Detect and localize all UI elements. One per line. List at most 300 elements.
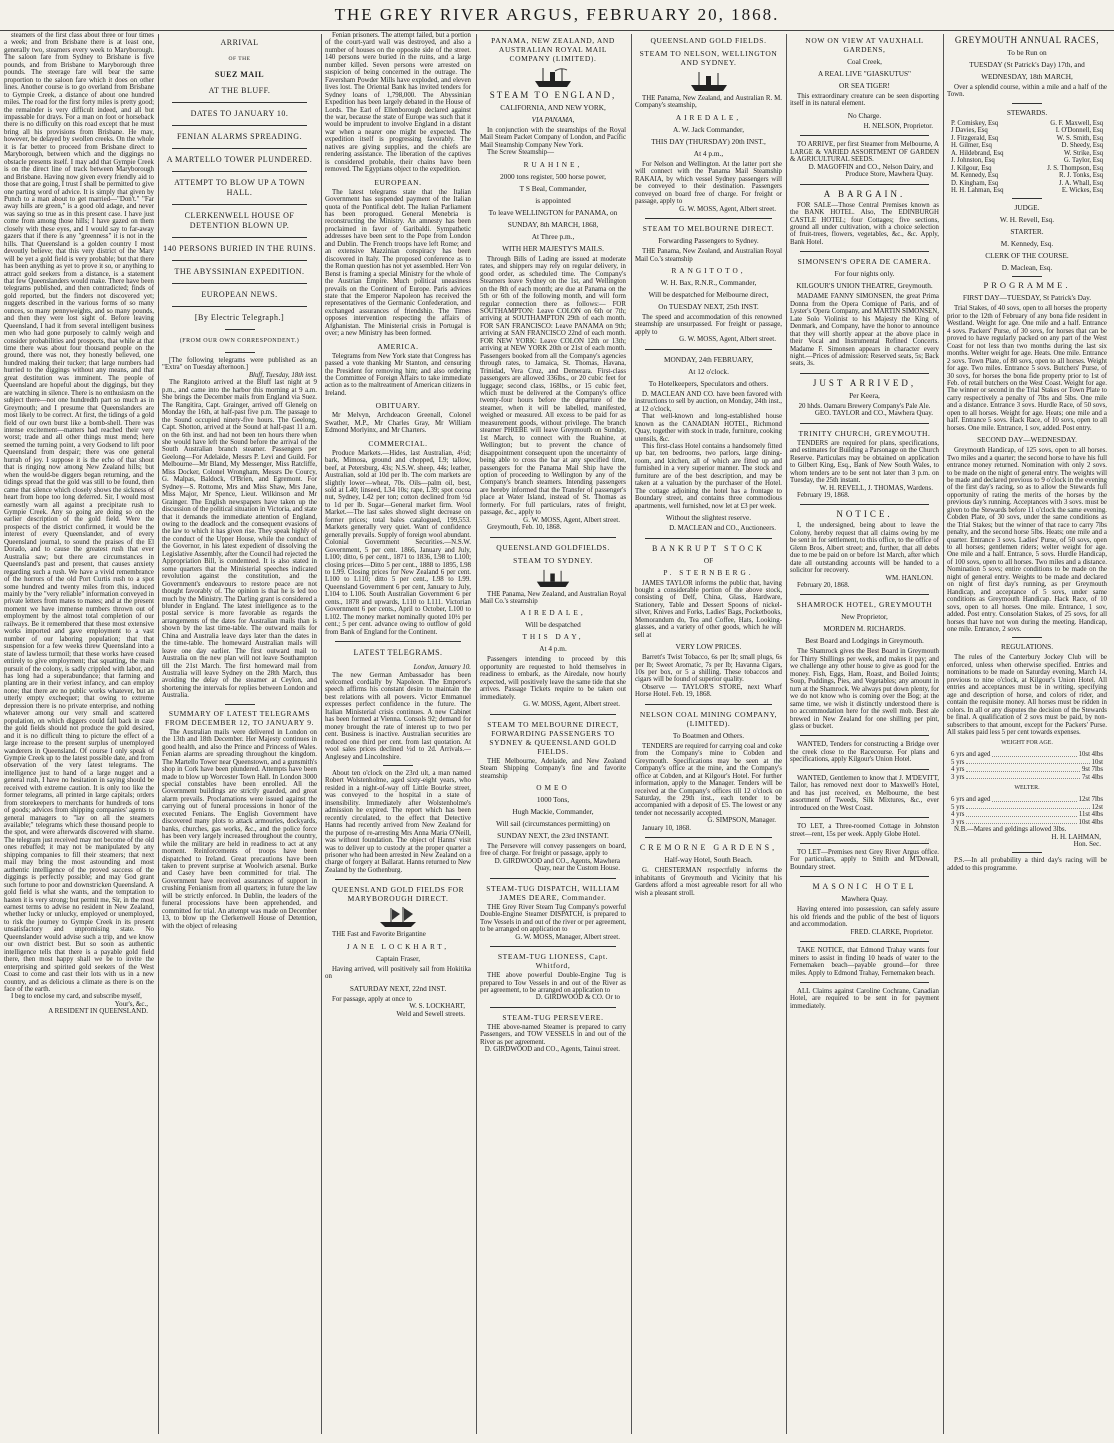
ad-text: To be Run on — [1007, 48, 1047, 57]
ad-date: TUESDAY (St Patrick's Day) 17th, and — [969, 60, 1085, 69]
ad-text: THE Panama, New Zealand, and Australian R. M. Company's steamship, — [635, 95, 782, 110]
divider — [172, 204, 307, 205]
ad-heading: MASONIC HOTEL — [812, 882, 917, 892]
ad-captain: Captain Fraser, — [375, 953, 421, 963]
letter-body: steamers of the first class about three or four times a week; and from Brisbane there is at least one, generally two, steamers every week to Maryborough. The saloon fare from Sydney to Brisbane is five pounds, and from Brisbane to Maryborough three pounds. The steerage fare will bear the same proportion to the saloon fare which it does on other lines. Another course is to go overland from Brisbane to Gympie Creek, a distance of about one hundred miles. The road for the first forty miles is pretty good; the remainder is very difficult indeed, and all but impassable for drays. For a man on foot or horseback there is no difficulty on this road except that he must bring all his provisions from Brisbane. He may, however, be delayed by swollen creeks. On the whole it is far better to proceed from Brisbane direct to Maryborough, between which and the diggings no obstacle presents itself. I may add that Gympie Creek is on the direct line of track between Maryborough and Brisbane. Having now given every friendly aid to those that are going, I trust I shall be permitted to give one parting word of advice. It is simply that given by Punch to a man about to get married—"Don't." "Far away hills are green," is a good old adage, and never was saying so true as in this present case. I have just come from among those hills; I have gazed on them closely with these eyes, and I would say to far-away gazers that if there is any "greenness" it is not in the hills. That Queensland is a golden country I most devoutly believe; that this very district of the Mary will be yet a gold field is very probable; but that there has been anything as yet to prove it so, or anything to attract gold seekers from a distance, is a statement that few Queenslanders would make. There have been telegrams published, and then contradicted; finds of gold reported, but the finders not discovered yet; nuggets described in the various forms of so many ounces, so many pennyweights, and so many pounds, and then they were lost sight of. Before leaving Queensland, I had it from several intelligent business men who had gone purposely to calmly weigh and consider probabilities and prospects, that while at that time there was about four thousand people on the ground, there was not, they honestly believed, one hundred making their tucker; that large numbers had hurried to the diggings without any means, and that great destitution was imminent. The people of Queensland are hopeful about the diggings, but they are watching in silence. There is no enthusiasm on the subject there—not one hundredth part so much as in Greymouth; and I presume that Queenslanders are most likely to be correct. At first, the tidings of a gold field of our own burst like a bomb-shell. There was intense excitement—matters had reached their very worst; trade and all other things must mend; here seemed the turning point, a very Godsend to lift poor Queensland from despair; there was one general hurrah of joy. I suppose it is the echo of that shout that is ringing now among New Zealand hills; but when the would-be diggers began returning, and the tidings spread that the gold was still to be found, then came that silence which closely shows the sickness of heart from hope too long deferred. Sir, I would most earnestly warn all against a precipitate rush to Gympie Creek. Any so going are doing so on the earlier description of the gold field. Were the prospects of the district confirmed, it would be the interest of every Queenslander, and of every Queensland journal, to sound the praises of the El Dorado, and to cause the greatest rush that ever Australia saw; but there are circumstances in Queensland's past and present, that causes anxiety regarding such a rush. We have a vivid remembrance of the horrors of the old Port Curtis rush to a spot some hundred and twenty miles from this, induced mainly by the "very reliable" information conveyed in private letters from mates to mates; and at the present moment we have immense numbers thrown out of employment by the almost total completion of our railways. Be it remembered that these most extensive works imported and gave employment to a vast number of our laboring population; that that suspension for a few weeks threw Queensland into a state of lawless turmoil; that these works have ceased entirely to give employment; that squatting, the main pursuit of the colony, is sadly crippled with labor, and has long had a superabundance; that farming and planting are in their veriest infancy, and can employ none; that there are no public works whatever, but an utterly empty exchequer; that owing to extreme depression there is no private enterprise, and nothing whatever among our very small and scattered population, on which diggers could fall back in case the gold fields should not produce the gold desired, and it is no difficult thing to picture the effect of a large increase to the present surplus of unemployed wanderers in Queensland. Of course I only speak of Gympie Creek up to the latest possible date, and from observation of the very latest telegrams. The intelligence just to hand of a large nugget and a general rush, I have no hesitation in saying should be received with extreme caution. It is only too like the former telegrams, all printed in large capitals; orders from storekeepers to merchants for hundreds of tons of goods; advices from shipping companies' agents to general managers to "lay on all the steamers available;" telegrams which these thousand people to the spot, and were afterwards discovered with shame. The telegram just received may not become of the old ones rebuffed; it may not be manipulated by any shipping companies to fill their steamers; that next mail may bring the most astounding and most authentic intelligence of the proved success of the diggings is perfectly possible; and may God grant such fortune to poor and downstricken Queensland. A gold field is what she wants, and the temptation to hasten it is very strong; but permit me, Sir, in the most earnest terms to advise no resident in New Zealand, whether lucky or unlucky, employed or unemployed, to risk the journey to Gympie Creek in its present unsatisfactory and unpromising state. No Queenslander would advise such a trip, and we know our own district best. But so soon as authentic intelligence tells that there is a payable gold field there, then most happy shall we be to invite the enterprising and spirited gold seekers of the West Coast to come and cast their lots with us in a new country, and as delicious a climate as there is on the face of the earth. — [4, 32, 154, 993]
ad-signature: W. S. LOCKHART, — [409, 1002, 465, 1011]
ad-heading: OR SEA TIGER! — [839, 81, 890, 90]
ad-signature: D. MAGOFFIN and CO., Nelson Dairy, and Produce Store, Mawhera Quay. — [808, 162, 933, 179]
steward-name: H. Gilmer, Esq — [951, 142, 992, 150]
column-5 — [635, 32, 782, 1437]
ship-name: OMEO — [536, 783, 570, 793]
divider — [645, 349, 772, 350]
secretary-name: H. H. LAHMAN, — [1051, 832, 1101, 841]
column-6 — [790, 32, 939, 1437]
ad-body: JAMES TAYLOR informs the public that, having bought a considerable portion of the above stock, consisting of Delf, China, Glass, Hardware, Stationery, Table and Dessert Spoons of nickel-silver, Knives and Forks, Ladies' Bags, Pocketbooks, Memorandum do, Tea and Coffee, Hats, Looking-glasses, and a variety of other goods, which he will sell at — [635, 579, 782, 639]
steward-name: E. Wickes, Esq — [1061, 186, 1103, 194]
letter-yours: Your's, &c., — [114, 999, 148, 1008]
mares-note: N.B.—Mares and geldings allowed 3lbs. — [954, 826, 1067, 834]
weight-age: 4 yrs — [951, 766, 965, 774]
divider — [800, 135, 929, 136]
ad-body: D. MACLEAN AND CO. have been favored with instructions to sell by auction, on Monday, 24th inst., at 12 o'clock, — [635, 390, 782, 413]
ad-time: At 12 o'clock. — [688, 366, 729, 376]
first-day-body: Trial Stakes, of 40 sovs, open to all horses the property prior to the 12th of February of any bona fide resident in Westland. Weight for age. One mile and a half. Entrance 4 sovs. Packers' Purse, of 30 sovs, for horses that can be proved to have regularly packed on any part of the West Coast for not less than two months during the last six months. Welter weight for age. Heats. One mile. Entrance 2 sovs. Town Plate, of 80 sovs, open to all horses. Weight for age. Two miles. Entrance 5 sovs. Butchers' Purse, of 30 sovs, for horses the bona fide property prior to 1st of Feb. of retail butchers on the West Coast. Weight for age. The winner or second in the Trial Stakes or Town Plate to carry respectively a penalty of 7lbs and 5lbs. One mile and a distance. Entrance 3 sovs. Hurdle Race, of 50 sovs, open to all horses. Weight for age. Heats; one mile and a half. Entrance 5 sovs. Hack Race, of 10 sovs, open to all horses. One mile. Entrance, 1 sov, added. Post entry. — [947, 305, 1107, 432]
ad-text: Will sail (circumstances permitting) on — [496, 819, 610, 829]
weight-row — [947, 766, 1107, 773]
ad-body: The Shamrock gives the Best Board in Greymouth for Thirty Shillings per week, and makes it pay; and we challenge any other house to give as good for the money. Fish, Eggs, Ham, Roast, and Boiled Joints; Soup, Puddings, Pies, and Vegetables; any amount in turn at the Shamrock. We always put down plenty, for we do not know who is coming over the Bog; at the same time, we wish it distinctly understood there is no accommodation here for the swell mob. Best ale brewed in New Zealand for one shilling per pint, glass or bucket. — [790, 648, 939, 731]
dot-leader — [966, 766, 1080, 771]
welter-row — [947, 819, 1107, 826]
telegram-note: [The following telegrams were published as an "Extra" on Tuesday afternoon.] — [162, 357, 317, 372]
welter-row — [947, 796, 1107, 803]
regulations-body: The rules of the Canterbury Jockey Club will be enforced, unless when otherwise specified. Entries and nominations to be made on Saturday evening, March 14, previous to nine o'clock, at Kilgour's Union Hotel. All entries and acceptances must be in writing, specifying age and description of horse, and colors of rider, and contain the requisite money. All horses must be ridden in colors. In all or any disputes the decision of the Stewards be final. A qualification of 2 sovs must be paid, by non-subscribers to that amount, except for the Packers' Purse. All stakes paid less 5 per cent towards expenses. — [947, 654, 1107, 736]
section-heading: EUROPEAN. — [374, 177, 422, 187]
ad-heading: TRINITY CHURCH, GREYMOUTH. — [798, 428, 931, 438]
steward-name: J Davies, Esq — [951, 127, 988, 135]
steward-name: W. S. Smith, Esq — [1056, 134, 1103, 142]
weight-age: 3 yrs — [951, 773, 965, 781]
ad-body: 20 hhds. Oamaru Brewery Company's Pale Ale. — [798, 402, 931, 410]
ship-captain: W. H. Bax, R.N.R., Commander, — [660, 277, 757, 287]
ad-signature: G. SIMPSON, Manager. — [707, 816, 776, 825]
ad-body: TENDERS are required for carrying coal and coke from the Company's mine to Cobden and Greymouth. Specifications may be seen at the Company's office at the mine, and the Company's office at Cobden, and at Kilgour's Hotel. For further information, apply to the Manager. Tenders will be received at the Company's offices till 12 o'clock on Saturday, the 29th inst., each tender to be accompanied with a deposit of £5. The lowest or any tender not necessarily accepted. — [635, 742, 782, 817]
ad-text: OF — [703, 555, 714, 565]
divider — [800, 184, 929, 185]
weight-age: 5 yrs — [951, 758, 965, 766]
column-1 — [4, 32, 154, 1437]
regulations-heading: REGULATIONS. — [1000, 642, 1054, 652]
ad-body: G. CHESTERMAN respectfully informs the inhabitants of Greymouth and Vicinity that his Gardens afford a most agreeable resort for all who wish a pleasant stroll. — [635, 867, 782, 897]
ad-heading: P. STERNBERG. — [663, 567, 754, 577]
steward-row — [947, 150, 1107, 157]
ad-time: At 4 p.m., — [693, 148, 724, 158]
ad-body: That well-known and long-established house known as the CANADIAN HOTEL, Richmond Quay, together with stock in trade, furniture, cooking utensils, &c. — [635, 413, 782, 443]
ship-name: AIREDALE, — [675, 112, 742, 122]
steward-name: A. Hildebrand, Esq — [951, 149, 1004, 157]
dot-leader — [966, 759, 1089, 764]
divider — [383, 765, 413, 766]
steward-name: R. J. Tonks, Esq — [1059, 172, 1103, 180]
headline: 140 PERSONS BURIED IN THE RUINS. — [163, 244, 316, 253]
ad-date: MONDAY, 24th FEBRUARY, — [663, 354, 754, 364]
ad-text: No Charge. — [847, 110, 882, 120]
ship-tons: 1000 Tons, — [536, 795, 570, 805]
divider — [490, 537, 616, 538]
ad-body: FOR SALE—Those Central Premises known as the BANK HOTEL. Also, The EDINBURGH CASTLE HOTEL; four Cottages; five sections, ground all under cultivation, with a choice selection of fruit-trees, flowers, vegetables, &c., &c. Apply, Bank Hotel. — [790, 201, 939, 246]
ad-body: TO ARRIVE, per first Steamer from Melbourne, A LARGE & VARIED ASSORTMENT OF GARDEN & AGRICULTURAL SEEDS. — [790, 141, 939, 164]
steward-row — [947, 157, 1107, 164]
ad-signature: D. GIRDWOOD and CO., Agents, Mawhera Quay, near the Custom House. — [494, 856, 620, 873]
postscript: P.S.—In all probability a third day's racing will be added to this programme. — [947, 857, 1107, 872]
ad-body: WANTED, Tenders for constructing a Bridge over the creek close to the Racecourse. For plans and specifications, apply Kilgour's Union Hotel. — [790, 741, 939, 764]
welter-age: 5 yrs — [951, 803, 965, 811]
column-4 — [480, 32, 626, 1437]
column-2 — [162, 32, 317, 1437]
divider — [225, 352, 255, 353]
ad-signature: GEO. TAYLOR and CO., Mawhera Quay. — [814, 409, 933, 418]
european-body: The latest telegrams state that the Italian Government has suspended payment of the Italian quota of the Pontifical debt. The Italian Parliament has been prorogued. General Menebria is reconstructing the Ministry. An amnesty has been proclaimed in favor of Garibaldi. Sympathetic addresses have been sent to the Pope from London and Dublin. The French troops have left Rome; and an extensive Mazzinian conspiracy has been discovered in Italy. The proposed conference as to the Roman question has not yet assembled. Herr Von Benst is framing a special Ministry for the whole of the Austrian Empire. Much political uneasiness prevails on the Continent of Europe. Paris advices state that the Emperor Napoleon has received the representatives of the Germanic Confederation, and exchanged assurances of friendship. The Times opposes intervention respecting the affairs of Afghanistan. The Ministerial crisis in Portugal is over; a new Ministry has been formed. — [325, 188, 471, 338]
steward-row — [947, 172, 1107, 179]
divider — [800, 373, 929, 374]
divider — [1012, 852, 1042, 853]
news-body: The Rangitoto arrived at the Bluff last night at 9 p.m., and came into the harbor this morning at 9 a.m. She brings the December mails from England via Suez. The Rangitira, Capt. Grainger, arrived off Glenelg on Monday the 16th, at half-past five p.m. The passage to the Sound occupied ninety-five hours. The Geelong, Capt. Shotton, arrived at the Sound at half-past 11 a.m. on the 6th inst. and had not been ten hours there when she would have left the Sound before the arrival of the South Australian branch steamer. Passengers per Geelong—For Adelaide, Messrs P. Levi and Guild. For Melbourne—Mr Bland, My Messenger, Miss Ratcliffe, Miss Docker, Colonel Wrongham, Messrs De Courcy, G. Malpas, Baldock, O'Brien, and Egremont. For Sydney—S. Rottome, Mrs and Miss Shaw, Mrs Jane, Miss Major, Mr Spence, Lieut. Wilkinson and Mr Grainger. The English newspapers have taken up the discussion of the political situation in Victoria, and state that it demands the immediate attention of England, owing to the deadlock and the consequent evasions of the law to which it has given rise. They speak highly of the conduct of the Upper House, while the conduct of the Governor, in his latest expedient of dissolving the Legislative Assembly, after the Council had rejected the Appropriation Bill, is condemned. It is also stated in some quarters that the Ministerial speeches indicated revolution against the constitution, and the Government's endeavours to restore peace are not thought favorably of. The opinion is that he is led too much by the Ministry. The Darling grant is considered a blunder in England. The latest intelligence as to the postal service is more favorable as regards the arrangements of the dates for Australian mails than is shown by the last time-table. The outward mails for China and Australia leave days later than the dates in the time-table. The homeward Australian mails will leave one day earlier. The first outward mail to Australia on the new plan will not leave Southampton till the 21st March. The first homeward mail from Australia will leave Sydney on the 28th March, thus avoiding the delay of the steamer at Ceylon, and shortening the intervals for replies between London and Australia. — [162, 379, 317, 700]
ad-body: Through Bills of Lading are issued at moderate rates, and shippers may rely on regular delivery, in good order, as scheduled time. The Company's Steamers leave Sydney on the 1st, and Wellington on the 8th of each month; are due at Panama on the 5th or 6th of the following month, and will form regular connection there as follows:— FOR SOUTHAMPTON: Leave COLON on 6th or 7th; arriving at SOUTHAMPTON 29th of each month. FOR SAN FRANCISCO: Leave PANAMA on 9th; arriving at SAN FRANCISCO 22nd of each month. FOR NEW YORK: Leave COLON 12th or 13th; arriving at NEW YORK 20th or 21st of each month. Passengers booked from all the Company's agencies through rates, to Jamaica, St. Thomas, Havana, Trinidad, Vera Cruz, and Demerara. First-class passengers are allowed 336lbs., or 20 cubic feet for luggage; second class, 168lbs., or 15 cubic feet, which must be delivered at the Company's office twenty-four hours before the departure of the steamer, when it will be labelled, manifested, weighed or measured. All excess to be paid for as measurement goods, without privilege. The branch steamer PHŒBE will leave Greymouth on Sunday, 1st March, to connect with the Ruahine, at Wellington; but to prevent the chance of disappointment consequent upon the uncertainty of being able to cross the bar at any specified time, passengers for the Panama Mail Ship have the option of proceeding to Wellington by any of the Company's branch steamers. Intending passengers are hereby informed that the Transfer of passenger's place at Water Island, instead of St. Thomas as formerly. For full particulars, rates of freight, passage, &c., apply to — [480, 255, 626, 517]
divider — [172, 102, 307, 103]
steward-row — [947, 180, 1107, 187]
ad-apply: For passage, apply at once to — [332, 995, 412, 1003]
ad-time: At Three p.m., — [531, 231, 575, 241]
divider — [172, 148, 307, 149]
judge-heading: JUDGE. — [1014, 203, 1040, 213]
ad-body: MADAME FANNY SIMONSEN, the great Prima Donna from the Opera Comique of Paris, and of Lyster's Opera Company, and MARTIN SIMONSEN, Late Solo Violinist to his Majesty the King of Denmark, and Company, have the honor to announce that they will shortly appear at the above place in their Vocal and Instrumental Refined Concerts. Madame F. Simonsen appears in character every night.—Prices of admission: Reserved seats, 5s; Back seats, 3s. — [790, 293, 939, 368]
section-heading: OBITUARY. — [375, 401, 421, 411]
ad-heading: NELSON COAL MINING COMPANY, (LIMITED). — [639, 709, 778, 728]
steamship-icon — [533, 66, 573, 88]
steward-name: M. Kennedy, Esq — [951, 172, 999, 180]
ad-body: THE Grey River Steam Tug Company's powerful Double-Engine Steamer DISPATCH, is prepared to Tow Vessels in and out of the river or per agreement, to be arranged on application to — [480, 903, 626, 934]
welter-row — [947, 804, 1107, 811]
ad-heading: NOW ON VIEW AT VAUXHALL GARDENS, — [805, 36, 924, 54]
welter-age: 6 yrs and aged — [951, 796, 991, 804]
weight-row — [947, 759, 1107, 766]
ad-heading: STEAM-TUG LIONESS, Capt. Whitford, — [497, 952, 609, 971]
divider — [800, 941, 929, 942]
divider — [172, 125, 307, 126]
second-day-heading: SECOND DAY—WEDNESDAY. — [977, 435, 1077, 445]
ad-body: For Nelson and Wellington. At the latter port she will connect with the Panama Mail Steamship RAKAIA, by which vessel Sydney passengers will be conveyed to their destination. Passengers conveyed on board free of charge. For freight or passage, apply to — [635, 160, 782, 206]
ad-body: THE Fast and Favorite Brigantine — [332, 931, 426, 939]
ad-body: WANTED, Gentlemen to know that J. M'DEVITT, Tailor, has removed next door to Maxwell's Hotel, and has just received, ex Melbourne, the best assortment of Tweeds, Silk Mixtures, &c., ever introduced on the West Coast. — [790, 774, 939, 812]
arrival-heading: ARRIVAL — [220, 38, 259, 47]
divider — [1012, 103, 1042, 104]
divider — [800, 876, 929, 877]
ship-captain: Hugh Mackie, Commander, — [512, 807, 594, 817]
ad-heading: JUST ARRIVED, — [812, 377, 917, 388]
of-the-heading: OF THE — [228, 56, 251, 62]
dateline: London, January 10. — [413, 664, 471, 672]
steam-heading: STEAM TO ENGLAND, — [489, 90, 617, 100]
clerk-heading: CLERK OF THE COURSE. — [985, 251, 1069, 261]
divider — [800, 769, 929, 770]
ad-signature: D. GIRDWOOD and CO., Agents, Tainui street. — [484, 1045, 620, 1054]
divider — [335, 641, 461, 642]
races-heading: GREYMOUTH ANNUAL RACES, — [954, 35, 1100, 45]
ad-text: To Boatmen and Others. — [672, 730, 745, 740]
ad-heading: PANAMA, NEW ZEALAND, AND AUSTRALIAN ROYAL MAIL COMPANY (LIMITED). — [491, 36, 615, 63]
ship-tons: 2000 tons register, 500 horse power, — [500, 171, 606, 181]
ad-date: SATURDAY NEXT, 22nd INST. — [349, 983, 447, 993]
divider — [172, 306, 307, 307]
ship-name: RANGITOTO, — [671, 265, 746, 275]
welter-value: 12st — [1091, 803, 1103, 811]
ship-captain: A. W. Jack Commander, — [672, 124, 745, 134]
dot-leader — [992, 796, 1076, 801]
welter-value: 10st 4lbs — [1078, 818, 1103, 826]
divider — [800, 982, 929, 983]
dot-leader — [992, 751, 1076, 756]
via-heading: CALIFORNIA, AND NEW YORK, — [500, 103, 606, 112]
divider — [172, 260, 307, 261]
divider — [1012, 637, 1042, 638]
ship-icon — [378, 906, 418, 928]
ad-heading: SIMONSEN'S OPERA DE CAMERA. — [797, 257, 932, 267]
welter-age: 3 yrs — [951, 818, 965, 826]
ad-text: Best Board and Lodgings in Greymouth. — [805, 636, 924, 646]
ad-text: Over a splendid course, within a mile and a half of the Town. — [947, 84, 1107, 99]
ad-heading: NOTICE. — [836, 509, 893, 520]
ad-date: February 19, 1868. — [797, 491, 850, 499]
ad-body: The speed and accommodation of this renowned steamship are unsurpassed. For freight or passage, apply to — [635, 313, 782, 336]
column-divider — [321, 34, 322, 1434]
programme-heading: PROGRAMME. — [983, 280, 1071, 291]
ad-text: Will be despatched for Melbourne direct, — [648, 289, 769, 299]
news-body: Fenian prisoners. The attempt failed, but a portion of the court-yard wall was destroyed, and also a number of houses on the opposite side of the street. 140 persons were buried in the ruins, and a large number killed. Seven persons were arrested on suspicion of being concerned in the outrage. The Faversham Powder Mills have exploded, and eleven lives lost. The Oriental Bank has invited tenders for Sydney loans of 1,798,000. The Abyssinian Expedition has been largely debated in the House of Lords. The Earl of Ellenborough declared against the war, because the state of Europe was such that it would be imprudent to involve England in a distant war when a nearer one might be expected. The expedition itself is progressing favorably. The natives are giving supplies, and the chiefs are rendering assistance. The liberation of the captives is considered probable, their chains have been removed. The Egyptians object to the expedition. — [325, 32, 471, 174]
ad-text: Having arrived, will positively sail from Hokitika on — [325, 965, 471, 981]
steward-row — [947, 120, 1107, 127]
obituary-body: Mr Melvyn, Archdeacon Greenall, Colonel Swather, M.P., Mr Charles Gray, Mr William Edmond Morlyinx, and Mr Charters. — [325, 412, 471, 435]
weight-heading: WEIGHT FOR AGE. — [1001, 740, 1053, 747]
column-divider — [943, 34, 944, 1434]
secretary-title: Hon. Sec. — [1073, 839, 1101, 848]
ad-mails: WITH HER MAJESTY'S MAILS. — [502, 243, 604, 253]
summary-body: The Australian mails were delivered in London on the 13th and 18th December. Her Majesty continues in good health, and also the Prince and Princess of Wales. Fenian alarms are spreading throughout the kingdom. The Martello Tower near Queenstown, and a gunsmith's shop in Cork have been plundered. Attempts have been made to blow up Worcester Town Hall. In London 3000 special constables have been enrolled. All the Government buildings are strictly guarded, and great alarm prevails. Proclamations were issued against the carrying out of funeral processions in honor of the executed Fenians. The English Government have discovered many plots to attack armouries, dockyards, banks, churches, gas works, &c., and the police force has been very largely increased throughout the country, while the military are held in readiness to act at any moment. Reinforcements of troops have been dispatched to Ireland. Great precautions have been taken to prevent surprise at Woolwich arsenal. Burke and Casey have been committed for trial. The Government have received assurances of support in crushing Fenianism from all quarters; in future the law will be strictly enforced. In Dublin, the leaders of the funeral processions have been apprehended, and committed for trial. An attempt was made on December 13, to blow up the Clerkenwell House of Detention, with the object of releasing — [162, 728, 317, 930]
ad-signature: WM. HANLON. — [885, 573, 933, 582]
headline: FENIAN ALARMS SPREADING. — [176, 132, 303, 141]
divider — [800, 251, 929, 252]
ad-text: To leave WELLINGTON for PANAMA, on — [488, 207, 618, 217]
ad-heading: QUEENSLAND GOLD FIELDS FOR MARYBOROUGH DIRECT. — [331, 885, 465, 904]
headline: A MARTELLO TOWER PLUNDERED. — [166, 155, 313, 164]
ad-heading: A REAL LIVE "GIASKUTUS" — [817, 69, 912, 78]
steward-name: D. Sheedy, Esq — [1061, 142, 1103, 150]
masthead-title: THE GREY RIVER ARGUS, FEBRUARY 20, 1868. — [334, 5, 780, 24]
ad-heading: STEAM TO NELSON, WELLINGTON AND SYDNEY. — [639, 49, 778, 67]
starter-heading: STARTER. — [1010, 227, 1044, 237]
divider — [172, 171, 307, 172]
ad-body: TENDERS are required for plans, specifications, and estimates for Building a Parsonage on the Church Reserve. Particulars may be obtained on application to Gilbert King, Esq., Bank of New South Wales, to whom tenders are to be sent not later than 3 p.m. on Tuesday, the 25th instant. — [790, 439, 939, 485]
starter-name: M. Kennedy, Esq. — [1000, 239, 1054, 249]
divider — [1012, 276, 1042, 277]
ad-text: Forwarding Passengers to Sydney. — [658, 236, 759, 246]
ad-body: Having entered into possession, can safely assure his old friends and the public of the best of liquors and accommodation. — [790, 906, 939, 929]
divider — [490, 946, 616, 947]
divider — [645, 704, 772, 705]
ad-body: TAKE NOTICE, that Edmond Trahay wants four miners to assist in finding 10 heads of water to the Fernemaken beach—payable ground—for three miles. Apply to Edmond Trahay, Fernemaken beach. — [790, 947, 939, 977]
ad-heading: MORDEN M. RICHARDS. — [823, 624, 906, 634]
ship-captain: T S Beal, Commander, — [519, 183, 587, 193]
divider — [800, 594, 929, 595]
ad-signature: Weld and Sewell streets. — [396, 1009, 465, 1018]
steward-name: W. Strike, Esq — [1063, 149, 1103, 157]
ad-time: At 4 p.m. — [539, 644, 567, 654]
headline: EUROPEAN NEWS. — [201, 290, 278, 299]
steward-name: J. Kilgour, Esq — [951, 164, 992, 172]
weight-age: 6 yrs and aged — [951, 751, 991, 759]
headline: DATES TO JANUARY 10. — [190, 109, 289, 118]
steward-row — [947, 142, 1107, 149]
ad-text: In conjunction with the steamships of the Royal Mail Steam Packet Company of London, and Pacific Mail Steamship Company New York. — [480, 127, 626, 149]
steward-name: I. O'Donnell, Esq — [1055, 127, 1103, 135]
divider — [800, 843, 929, 844]
ad-text: The Screw Steamship— — [487, 149, 554, 157]
ad-body: Observe — TAYLOR'S STORE, next Wharf Horse Hotel. Feb. 19, 1868. — [635, 683, 782, 699]
ad-signature: G. W. MOSS, Agent, Albert street. — [679, 335, 776, 344]
letter-signature: A RESIDENT IN QUEENSLAND. — [48, 1007, 148, 1016]
ad-signature: G. W. MOSS, Agent, Albert street. — [523, 700, 620, 709]
ad-text: Without the slightest reserve. — [665, 513, 752, 523]
ad-date: THIS DAY (THURSDAY) 20th INST., — [651, 136, 766, 146]
dot-leader — [966, 811, 1076, 816]
ad-text: Per Keera, — [849, 390, 880, 400]
at-bluff-heading: AT THE BLUFF. — [208, 86, 271, 95]
dateline: Bluff, Tuesday, 18th inst. — [248, 371, 317, 379]
ad-text: Mawhera Quay. — [841, 894, 888, 904]
headline: CLERKENWELL HOUSE OF DETENTION BLOWN UP. — [184, 211, 295, 230]
steward-name: J. S. Thompson, Esq — [1047, 164, 1103, 172]
welter-age: 4 yrs — [951, 811, 965, 819]
weight-row — [947, 774, 1107, 781]
ad-heading: STEAM-TUG DISPATCH, WILLIAM JAMES DEARE, Commander. — [486, 883, 620, 902]
steward-row — [947, 127, 1107, 134]
ad-body: TO LET—Premises next Grey River Argus office. For particulars, apply to Smith and M'Dowall, Boundary street. — [790, 849, 939, 871]
steamship-icon — [535, 568, 571, 588]
column-divider — [786, 34, 787, 1434]
headline: THE ABYSSINIAN EXPEDITION. — [174, 267, 305, 276]
ad-signature: W. H. REVELL, J. THOMAS, Wardens. — [819, 483, 933, 492]
dot-leader — [966, 819, 1076, 824]
dot-leader — [966, 774, 1080, 779]
ad-body: TO LET, a Three-roomed Cottage in Johnston street—rent, 15s per week. Apply Globe Hotel. — [790, 823, 939, 838]
weight-value: 9st 7lbs — [1082, 766, 1103, 774]
headline: ATTEMPT TO BLOW UP A TOWN HALL. — [174, 178, 305, 197]
ad-text: THE Melbourne, Adelaide, and New Zealand Steam Shipping Company's fine and favorite steamship — [480, 757, 626, 780]
ad-text: Half-way Hotel, South Beach. — [664, 855, 753, 865]
first-day-heading: FIRST DAY—TUESDAY, St Patrick's Day. — [962, 293, 1092, 303]
divider — [335, 879, 461, 880]
byline: [By Electric Telegraph.] — [194, 313, 285, 322]
clerk-name: D. Maclean, Esq. — [1001, 263, 1053, 273]
section-heading: AMERICA. — [377, 341, 419, 351]
steward-row — [947, 135, 1107, 142]
ad-body: This extraordinary creature can be seen disporting itself in its natural element. — [790, 93, 939, 108]
ad-heading: CREMORNE GARDENS, — [639, 843, 778, 853]
masthead — [0, 0, 1114, 31]
steward-name: J. A. Whall, Esq — [1058, 179, 1103, 187]
divider — [800, 423, 929, 424]
weight-value: 10st — [1091, 758, 1103, 766]
ad-body: ALL Claims against Caroline Cochrane, Canadian Hotel, are required to be sent in for payment immediately. — [790, 987, 939, 1010]
ad-date: WEDNESDAY, 18th MARCH, — [981, 72, 1073, 81]
ad-heading: QUEENSLAND GOLDFIELDS. — [496, 542, 610, 552]
ad-signature: G. W. MOSS, Agent, Albert street. — [523, 515, 620, 524]
ad-text: New Proprietor, — [841, 612, 888, 622]
column-divider — [476, 34, 477, 1434]
section-heading: COMMERCIAL. — [368, 438, 428, 448]
weight-value: 7st 4lbs — [1082, 773, 1103, 781]
divider — [1012, 198, 1042, 199]
ad-text: VERY LOW PRICES. — [675, 642, 742, 652]
steward-name: G. F. Maxwell, Esq — [1050, 119, 1103, 127]
steward-name: G. Taylor, Esq — [1063, 157, 1103, 165]
ad-signature: G. W. MOSS, Agent, Albert street. — [679, 204, 776, 213]
divider — [490, 714, 616, 715]
ad-body: This first-class Hotel contains a handsomely fitted up bar, ten bedrooms, two parlors, large dining-room, and kitchen, all of which are fitted up and furnished in a very superior manner. The stock and furniture are of the best description, and may be taken at a valuation by the purchaser of the Hotel. The cottage adjoining the hotel has a frontage to Boundary street, and contains three commodious apartments, well furnished, now let at £3 per week. — [635, 442, 782, 510]
ad-ship-name: JANE LOCKHART, — [346, 941, 450, 951]
ad-text: THE Panama, New Zealand, and Australian Royal Mail Co.'s steamship — [635, 248, 782, 263]
ad-body: Barrett's Twist Tobacco, 6s per lb; small plugs, 6s per lb; Sweet Aromatic, 7s per lb; Havanna Cigars, 10s per box, or 5 a shilling. These tobaccos and cigars will be found of superior quality. — [635, 654, 782, 684]
correspondent: (FROM OUR OWN CORRESPONDENT.) — [179, 338, 300, 344]
suez-mail-heading: SUEZ MAIL — [214, 70, 265, 79]
ad-body: Passengers intending to proceed by this opportunity are requested to hold themselves in readiness to embark, as the Airedale, now hourly expected, will positively leave the same tide that she arrives. Passage Tickets require to be taken out immediately. — [480, 656, 626, 701]
divider — [225, 329, 255, 330]
ad-heading: BANKRUPT STOCK — [651, 543, 766, 553]
weight-row — [947, 751, 1107, 758]
ad-signature: D. GIRDWOOD & CO. Or to — [535, 993, 620, 1002]
steamship-icon — [689, 70, 729, 92]
divider — [490, 878, 616, 879]
summary-heading: SUMMARY OF LATEST TELEGRAMS FROM DECEMBER 12, TO JANUARY 9. — [164, 708, 315, 727]
ad-date: SUNDAY, 8th MARCH, 1868, — [507, 219, 599, 229]
steward-name: H. H. Lahman, Esq — [951, 186, 1004, 194]
steward-name: D. Kingham, Esq — [951, 179, 999, 187]
ad-signature: D. MACLEAN and CO., Auctioneers. — [669, 524, 776, 533]
divider — [800, 504, 929, 505]
divider — [800, 735, 929, 736]
ad-heading: STEAM TO SYDNEY. — [513, 555, 593, 565]
divider — [645, 218, 772, 219]
ad-signature: G. W. MOSS, Manager, Albert street. — [515, 932, 620, 941]
welter-heading: WELTER. — [1014, 785, 1040, 792]
divider — [172, 237, 307, 238]
welter-row — [947, 811, 1107, 818]
ad-text: Coal Creek, — [847, 57, 882, 66]
ad-text: THE Panama, New Zealand, and Australian Royal Mail Co.'s steamship — [480, 590, 626, 606]
steward-name: P. Comiskey, Esq — [951, 119, 999, 127]
ad-date: On TUESDAY NEXT, 25th INST. — [658, 301, 759, 311]
column-divider — [158, 34, 159, 1434]
america-body: Telegrams from New York state that Congress has passed a vote thanking Mr Stanton, and censuring the President for removing him; and also ordering the Committee of Foreign Affairs to take immediate action as to the maltreatment of American citizens in Ireland. — [325, 352, 471, 397]
stewards-heading: STEWARDS. — [1006, 107, 1048, 117]
ad-heading: STEAM TO MELBOURNE DIRECT, FORWARDING PASSENGERS TO SYDNEY & QUEENSLAND GOLD FIELDS. — [487, 719, 619, 756]
ad-text: For four nights only. — [834, 269, 895, 279]
ad-text: Will be despatched — [525, 620, 581, 630]
ad-heading: STEAM-TUG PERSEVERE. — [502, 1012, 604, 1022]
ad-heading: QUEENSLAND GOLD FIELDS. — [650, 36, 767, 45]
ad-date: THIS DAY, — [522, 632, 584, 642]
ad-body: THE above-named Steamer is prepared to carry Passengers, and TOW VESSELS in and out of the River as per agreement. — [480, 1023, 626, 1046]
letter-closing: I beg to enclose my card, and subscribe myself, — [11, 993, 142, 1001]
column-3 — [325, 32, 471, 1437]
latest-telegrams-heading: LATEST TELEGRAMS. — [353, 648, 443, 658]
ad-lead: To Hotelkeepers, Speculators and others. — [648, 378, 769, 388]
ship-name: AIREDALE, — [520, 608, 586, 618]
ship-name: RUAHINE, — [523, 159, 583, 169]
judge-name: W. H. Revell, Esq. — [999, 215, 1055, 225]
telegrams-body: The new German Ambassador has been welcomed cordially by Napoleon. The Emperor's speech affirms his constant desire to maintain the best relations with all powers. Victor Emmanuel expresses perfect confidence in the future. The Italian Ministerial crisis continues. A new Cabinet has been formed at Vienna. Consols 92; demand for money brought the rate of interest up to two per cent. Business is inactive. Australian securities are reduced one third per cent. from last quotation. At wool sales prices declined ½d to 2d. Arrivals.—Anglesey and Lincolnshire. — [325, 671, 471, 761]
ad-body: THE above powerful Double-Engine Tug is prepared to Tow Vessels in and out of the River as per agreement, to be arranged on application to — [480, 972, 626, 994]
divider — [172, 283, 307, 284]
ad-signature: FRED. CLARKE, Proprietor. — [850, 927, 933, 936]
divider — [800, 817, 929, 818]
divider — [645, 538, 772, 539]
divider — [645, 837, 772, 838]
divider — [490, 1007, 616, 1008]
ad-signature: H. NELSON, Proprietor. — [863, 121, 933, 130]
ad-date: Greymouth, Feb. 10, 1868. — [487, 524, 562, 532]
ad-heading: SHAMROCK HOTEL, GREYMOUTH — [796, 600, 933, 610]
ad-heading: A BARGAIN. — [823, 188, 906, 199]
news-body: About ten o'clock on the 23rd ult, a man named Robert Wolstenholme, aged sixty-eight years, who resided in a night-of-way off Little Bourke street, was conveyed to the hospital in a state of insensibility. Immediately after Wolstenholme's admission he expired. The report which has been recently circulated, to the effect that Detective Hanns had recently arrived from New Zealand for the purpose of re-arresting Mrs Anna Maria O'Neill, was without foundation. The object of Hanns' visit was to deliver up to custody at the proper quarter a prisoner who had been arrested in New Zealand on a charge of forgery at Ballarat. Hanns returned to New Zealand by the Gothenburg. — [325, 769, 471, 874]
